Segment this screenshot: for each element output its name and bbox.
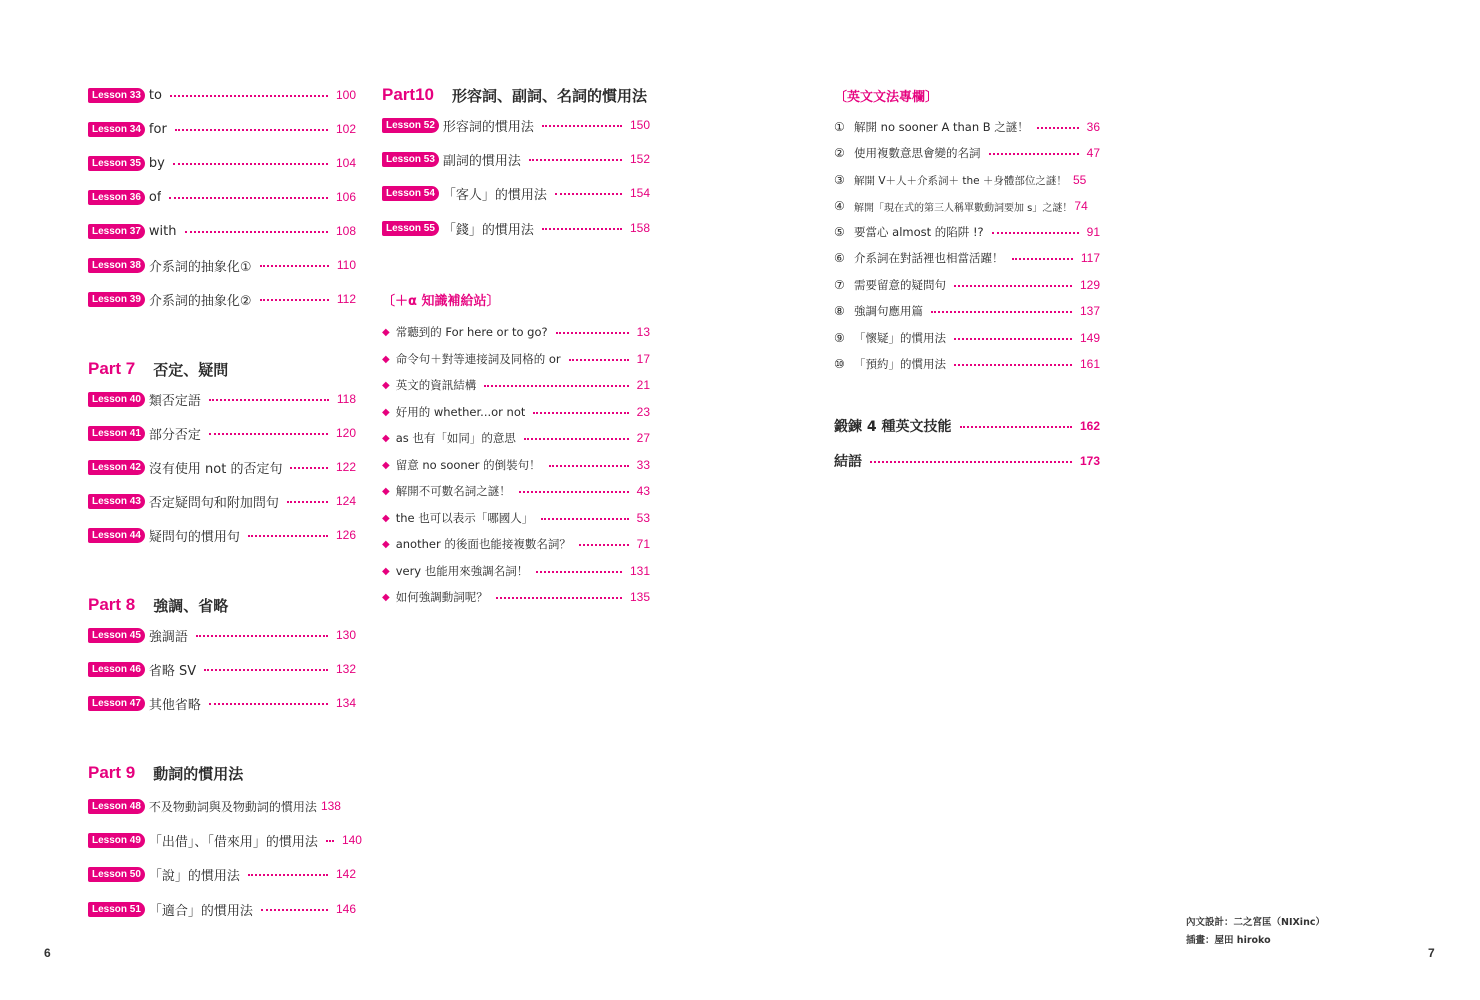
toc-entry[interactable] <box>88 863 356 885</box>
page-number: 47 <box>1086 146 1100 160</box>
entry-title: 強調句應用篇 <box>854 304 923 318</box>
entry-title: 需要留意的疑問句 <box>854 278 946 292</box>
page-number: 130 <box>335 628 356 642</box>
part-title: 強調、省略 <box>153 596 229 615</box>
dot-leader <box>204 669 328 671</box>
lesson-badge: Lesson 43 <box>88 494 145 509</box>
toc-entry[interactable] <box>88 220 356 242</box>
column-entry[interactable] <box>834 301 1100 321</box>
toc-entry[interactable] <box>88 84 356 106</box>
toc-entry[interactable] <box>88 898 356 920</box>
part-heading[interactable] <box>88 760 356 786</box>
toc-entry[interactable] <box>88 422 356 444</box>
circled-number: ② <box>834 146 845 160</box>
dot-leader <box>579 544 629 546</box>
dot-leader <box>209 433 328 435</box>
page-number: 17 <box>636 352 650 366</box>
entry-title: of <box>148 189 162 205</box>
dot-leader <box>549 465 629 467</box>
toc-entry[interactable] <box>88 692 356 714</box>
circled-number: ⑩ <box>834 357 845 371</box>
dot-leader <box>248 535 328 537</box>
dot-leader <box>931 311 1072 313</box>
lesson-badge: Lesson 50 <box>88 867 145 882</box>
diamond-bullet-icon: ◆ <box>382 538 390 550</box>
page-number-right: 7 <box>1428 946 1435 960</box>
circled-number: ⑧ <box>834 304 845 318</box>
dot-leader <box>954 285 1072 287</box>
toc-entry[interactable] <box>88 254 356 276</box>
lesson-badge: Lesson 47 <box>88 696 145 711</box>
lesson-badge: Lesson 53 <box>382 152 439 167</box>
dot-leader <box>1037 127 1079 129</box>
design-credit: 內文設計：二之宮匡（NIXinc） <box>1186 917 1325 928</box>
page-number: 110 <box>336 258 356 272</box>
circled-number: ④ <box>834 199 845 213</box>
tip-entry[interactable] <box>382 455 650 475</box>
page-number: 132 <box>335 662 356 676</box>
toc-entry-conclusion[interactable] <box>834 449 1100 473</box>
circled-number: ⑨ <box>834 331 845 345</box>
page-number: 126 <box>335 528 356 542</box>
page-number: 124 <box>335 494 356 508</box>
entry-title: 強調語 <box>148 629 188 645</box>
dot-leader <box>169 197 328 199</box>
tip-entry[interactable] <box>382 534 650 554</box>
diamond-bullet-icon: ◆ <box>382 326 390 338</box>
circled-number: ⑦ <box>834 278 845 292</box>
entry-title: by <box>148 155 165 171</box>
circled-number: ① <box>834 120 845 134</box>
page-number: 122 <box>335 460 356 474</box>
dot-leader <box>196 635 328 637</box>
entry-title: 否定疑問句和附加問句 <box>148 495 279 511</box>
column-entry[interactable] <box>834 354 1100 374</box>
page-number: 173 <box>1079 454 1100 468</box>
toc-entry-training[interactable] <box>834 414 1100 438</box>
part-heading[interactable] <box>382 82 650 108</box>
entry-title: 省略 SV <box>148 663 197 679</box>
entry-title: 「說」的慣用法 <box>148 868 240 884</box>
dot-leader <box>185 231 328 233</box>
lesson-badge: Lesson 33 <box>88 88 145 103</box>
toc-entry[interactable] <box>88 152 356 174</box>
dot-leader <box>569 359 629 361</box>
diamond-bullet-icon: ◆ <box>382 406 390 418</box>
page-number: 74 <box>1074 199 1088 213</box>
page-number: 140 <box>341 833 362 847</box>
page-number: 137 <box>1079 304 1100 318</box>
entry-title: 命令句＋對等連接詞及同格的 or <box>395 352 561 366</box>
entry-title: 類否定語 <box>148 393 201 409</box>
dot-leader <box>989 153 1079 155</box>
entry-title: 要當心 almost 的陷阱 !? <box>854 225 984 239</box>
dot-leader <box>536 571 622 573</box>
part-label: Part 8 <box>88 595 136 614</box>
tip-entry[interactable] <box>382 349 650 369</box>
page-number: 118 <box>336 392 356 406</box>
toc-entry[interactable] <box>88 288 356 310</box>
dot-leader <box>260 299 329 301</box>
toc-entry[interactable] <box>382 114 650 136</box>
dot-leader <box>556 332 629 334</box>
tip-entry[interactable] <box>382 587 650 607</box>
column-entry[interactable] <box>834 143 1100 163</box>
diamond-bullet-icon: ◆ <box>382 591 390 603</box>
tip-entry[interactable] <box>382 561 650 581</box>
dot-leader <box>542 125 622 127</box>
page-number: 120 <box>335 426 356 440</box>
toc-entry[interactable] <box>88 624 356 646</box>
dot-leader <box>519 491 629 493</box>
page-number: 102 <box>335 122 356 136</box>
part-label: Part 9 <box>88 763 136 782</box>
entry-title: 不及物動詞與及物動詞的慣用法 <box>148 799 317 814</box>
entry-title: for <box>148 121 167 137</box>
tip-entry[interactable] <box>382 481 650 501</box>
entry-title: 「客人」的慣用法 <box>442 187 547 203</box>
page-number: 135 <box>629 590 650 604</box>
page-number: 131 <box>629 564 650 578</box>
entry-title: 「出借」、「借來用」的慣用法 <box>148 834 318 850</box>
diamond-bullet-icon: ◆ <box>382 432 390 444</box>
lesson-badge: Lesson 41 <box>88 426 145 441</box>
entry-title: 鍛鍊 4 種英文技能 <box>834 419 952 435</box>
page-number: 23 <box>636 405 650 419</box>
entry-title: 沒有使用 not 的否定句 <box>148 461 283 477</box>
column-entry[interactable] <box>834 275 1100 295</box>
entry-title: 英文的資訊結構 <box>395 378 477 392</box>
column-entry[interactable] <box>834 117 1100 137</box>
lesson-badge: Lesson 46 <box>88 662 145 677</box>
lesson-badge: Lesson 42 <box>88 460 145 475</box>
page-number: 149 <box>1079 331 1100 345</box>
entry-title: 介系詞的抽象化② <box>148 293 252 309</box>
entry-title: 好用的 whether...or not <box>395 405 526 419</box>
tip-entry[interactable] <box>382 508 650 528</box>
lesson-badge: Lesson 34 <box>88 122 145 137</box>
entry-title: 部分否定 <box>148 427 201 443</box>
lesson-badge: Lesson 37 <box>88 224 145 239</box>
diamond-bullet-icon: ◆ <box>382 565 390 577</box>
dot-leader <box>870 461 1072 463</box>
dot-leader <box>209 399 329 401</box>
dot-leader <box>960 426 1072 428</box>
circled-number: ③ <box>834 173 845 187</box>
page-number: 161 <box>1079 357 1100 371</box>
diamond-bullet-icon: ◆ <box>382 379 390 391</box>
page-number: 106 <box>335 190 356 204</box>
lesson-badge: Lesson 49 <box>88 833 145 848</box>
column-entry[interactable] <box>834 248 1100 268</box>
tip-entry[interactable] <box>382 322 650 342</box>
lesson-badge: Lesson 48 <box>88 799 145 814</box>
lesson-badge: Lesson 55 <box>382 221 439 236</box>
page-number: 43 <box>636 484 650 498</box>
entry-title: 「懷疑」的慣用法 <box>854 331 946 345</box>
lesson-badge: Lesson 38 <box>88 258 145 273</box>
toc-entry[interactable] <box>88 388 356 410</box>
page-number: 150 <box>629 118 650 132</box>
columns-heading: 〔英文文法專欄〕 <box>834 89 939 105</box>
dot-leader <box>524 438 629 440</box>
tip-entry[interactable] <box>382 375 650 395</box>
page-number: 71 <box>636 537 650 551</box>
page-number: 146 <box>335 902 356 916</box>
toc-entry[interactable] <box>88 524 356 546</box>
entry-title: 解開「現在式的第三人稱單數動詞要加 s」之謎！ <box>854 202 1073 214</box>
column-entry[interactable] <box>834 328 1100 348</box>
entry-title: the 也可以表示「哪國人」 <box>395 511 534 525</box>
entry-title: 介系詞的抽象化① <box>148 259 252 275</box>
lesson-badge: Lesson 52 <box>382 118 439 133</box>
dot-leader <box>496 597 622 599</box>
lesson-badge: Lesson 45 <box>88 628 145 643</box>
entry-title: 常聽到的 For here or to go? <box>395 325 548 339</box>
page-number: 104 <box>335 156 356 170</box>
lesson-badge: Lesson 51 <box>88 902 145 917</box>
page-number: 154 <box>629 186 650 200</box>
dot-leader <box>287 501 328 503</box>
entry-title: 「錢」的慣用法 <box>442 222 534 238</box>
dot-leader <box>209 703 328 705</box>
toc-entry[interactable] <box>88 456 356 478</box>
lesson-badge: Lesson 35 <box>88 156 145 171</box>
page-number: 152 <box>629 152 650 166</box>
entry-title: 「適合」的慣用法 <box>148 903 253 919</box>
diamond-bullet-icon: ◆ <box>382 485 390 497</box>
dot-leader <box>954 364 1072 366</box>
toc-entry[interactable] <box>88 118 356 140</box>
entry-title: 副詞的慣用法 <box>442 153 521 169</box>
tip-entry[interactable] <box>382 428 650 448</box>
dot-leader <box>261 909 328 911</box>
part-heading[interactable] <box>88 356 356 382</box>
part-label: Part 7 <box>88 359 136 378</box>
page-number: 142 <box>335 867 356 881</box>
entry-title: 形容詞的慣用法 <box>442 119 534 135</box>
dot-leader <box>542 228 622 230</box>
illustration-credit: 插畫：屋田 hiroko <box>1186 935 1271 946</box>
dot-leader <box>260 265 329 267</box>
part-heading[interactable] <box>88 592 356 618</box>
page-number: 138 <box>320 799 341 813</box>
page-number: 13 <box>636 325 650 339</box>
part-title: 形容詞、副詞、名詞的慣用法 <box>451 86 647 105</box>
entry-title: another 的後面也能接複數名詞？ <box>395 537 571 551</box>
page-number: 129 <box>1079 278 1100 292</box>
diamond-bullet-icon: ◆ <box>382 353 390 365</box>
dot-leader <box>248 874 328 876</box>
entry-title: 使用複數意思會變的名詞 <box>854 146 981 160</box>
part-label: Part10 <box>382 85 434 104</box>
page-number: 21 <box>636 378 650 392</box>
page-number: 53 <box>636 511 650 525</box>
toc-entry[interactable] <box>88 186 356 208</box>
toc-entry[interactable] <box>382 217 650 239</box>
entry-title: 其他省略 <box>148 697 201 713</box>
toc-entry[interactable] <box>88 795 356 817</box>
lesson-badge: Lesson 39 <box>88 292 145 307</box>
column-entry[interactable] <box>834 170 1100 190</box>
page-number: 108 <box>335 224 356 238</box>
entry-title: with <box>148 223 177 239</box>
toc-entry[interactable] <box>88 829 362 851</box>
entry-title: as 也有「如同」的意思 <box>395 431 516 445</box>
entry-title: 解開 V＋人＋介系詞＋ the ＋身體部位之謎！ <box>854 174 1067 187</box>
entry-title: 解開不可數名詞之謎！ <box>395 484 511 498</box>
entry-title: 介系詞在對話裡也相當活躍！ <box>854 251 1004 265</box>
entry-title: 留意 no sooner 的倒裝句！ <box>395 458 541 472</box>
entry-title: 結語 <box>834 454 862 470</box>
column-entry[interactable] <box>834 196 1100 216</box>
entry-title: 疑問句的慣用句 <box>148 529 240 545</box>
page-number: 33 <box>636 458 650 472</box>
entry-title: to <box>148 87 162 103</box>
dot-leader <box>555 193 622 195</box>
page-number: 112 <box>336 292 356 306</box>
circled-number: ⑥ <box>834 251 845 265</box>
dot-leader <box>1012 258 1073 260</box>
toc-entry[interactable] <box>88 490 356 512</box>
part-title: 動詞的慣用法 <box>153 764 244 783</box>
column-entry[interactable] <box>834 222 1100 242</box>
toc-entry[interactable] <box>382 148 650 170</box>
entry-title: 解開 no sooner A than B 之謎！ <box>854 120 1029 134</box>
page-number: 158 <box>629 221 650 235</box>
dot-leader <box>533 412 628 414</box>
diamond-bullet-icon: ◆ <box>382 459 390 471</box>
lesson-badge: Lesson 44 <box>88 528 145 543</box>
dot-leader <box>175 129 328 131</box>
entry-title: 「預約」的慣用法 <box>854 357 946 371</box>
page-number: 91 <box>1086 225 1100 239</box>
part-title: 否定、疑問 <box>153 360 229 379</box>
page-number: 117 <box>1080 251 1100 265</box>
page-number: 36 <box>1086 120 1100 134</box>
toc-entry[interactable] <box>88 658 356 680</box>
dot-leader <box>541 518 628 520</box>
dot-leader <box>170 95 328 97</box>
dot-leader <box>529 159 622 161</box>
page-number: 27 <box>636 431 650 445</box>
dot-leader <box>484 385 628 387</box>
page-number-left: 6 <box>44 946 51 960</box>
lesson-badge: Lesson 54 <box>382 186 439 201</box>
lesson-badge: Lesson 40 <box>88 392 145 407</box>
dot-leader <box>992 232 1079 234</box>
diamond-bullet-icon: ◆ <box>382 512 390 524</box>
page-number: 162 <box>1079 419 1100 433</box>
toc-entry[interactable] <box>382 182 650 204</box>
tips-heading: 〔＋α 知識補給站〕 <box>382 293 500 309</box>
dot-leader <box>290 467 327 469</box>
dot-leader <box>326 840 334 842</box>
lesson-badge: Lesson 36 <box>88 190 145 205</box>
entry-title: very 也能用來強調名詞！ <box>395 564 529 578</box>
page-number: 55 <box>1072 173 1087 187</box>
dot-leader <box>173 163 328 165</box>
page-number: 134 <box>335 696 356 710</box>
tip-entry[interactable] <box>382 402 650 422</box>
page-number: 100 <box>335 88 356 102</box>
entry-title: 如何強調動詞呢？ <box>395 590 488 604</box>
dot-leader <box>954 338 1072 340</box>
circled-number: ⑤ <box>834 225 845 239</box>
credits <box>1186 914 1325 950</box>
